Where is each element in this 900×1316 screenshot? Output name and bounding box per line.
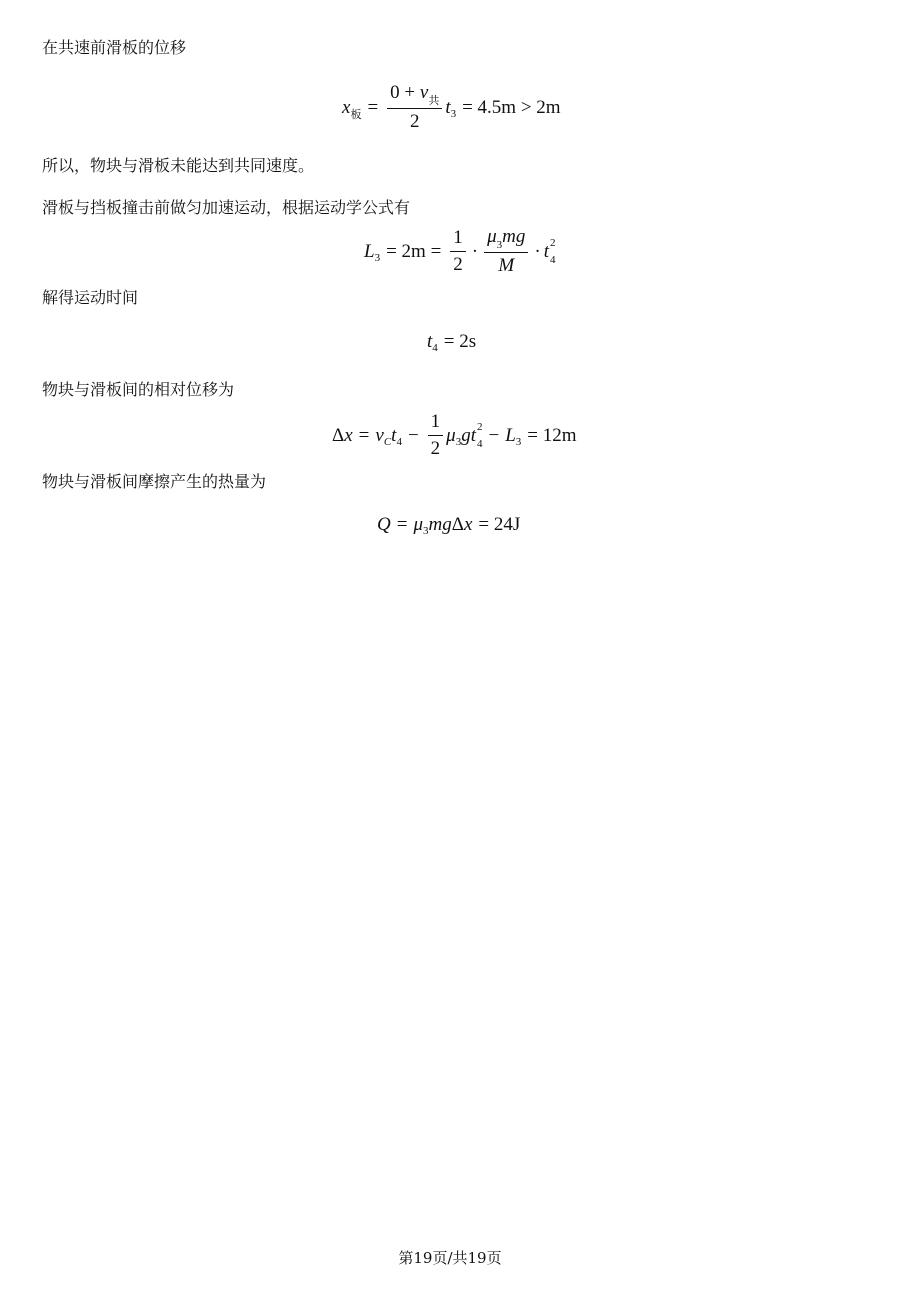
eq4-rhs: = 12m [527, 424, 577, 446]
paragraph-not-common-speed: 所以，物块与滑板未能达到共同速度。 [42, 156, 315, 175]
eq4-minus1: − [407, 424, 419, 446]
eq1-t-var: t [445, 96, 451, 118]
eq1-t-sub: 3 [450, 107, 457, 120]
eq5-mg: mg [428, 514, 452, 535]
eq1-fraction [387, 82, 442, 133]
eq4-delta: Δ [332, 424, 345, 446]
equation-relative-displacement [332, 411, 577, 460]
eq2-mid: = 2m = [386, 240, 442, 262]
eq4-t2-sup: 2 [476, 420, 483, 433]
eq4-mu-sub: 3 [455, 435, 462, 448]
eq4-v: v [375, 424, 384, 446]
eq4-x: x [344, 424, 353, 446]
eq4-mu: μ [446, 424, 456, 446]
eq1-den: 2 [409, 111, 420, 132]
eq4-L-sub: 3 [515, 435, 522, 448]
eq5-x: x [463, 514, 473, 535]
eq2-f1-den: 2 [453, 254, 463, 275]
eq4-f-den: 2 [430, 438, 441, 459]
eq2-t-sup: 2 [550, 236, 556, 249]
eq2-t-sub: 4 [550, 253, 556, 266]
equation-kinematics: L 3 = 2m = $\frac{1}{2}$ · $\frac{\mu_3mg}{M}$ · t 2 4 [364, 226, 556, 276]
eq2-f2-mu-sub: 3 [496, 239, 503, 251]
eq1-lhs-var: x [342, 96, 351, 118]
eq2-f2-rest: mg [502, 226, 526, 247]
eq4-g: g [461, 424, 471, 446]
eq2-f1-num: 1 [450, 227, 466, 252]
paragraph-solve-time: 解得运动时间 [42, 288, 139, 307]
eq5-rhs: = 24J [478, 514, 521, 535]
eq1-rhs: = 4.5m > 2m [462, 96, 561, 118]
eq1-num-a: 0 + [390, 82, 420, 103]
equation-board-displacement: x 板 = $\frac{0 + v_共}{2}$ t 3 = 4.5m > 2m [342, 82, 561, 132]
eq4-eq: = [358, 424, 370, 446]
eq3-var: t [427, 331, 433, 352]
eq1-num-sub: 共 [428, 95, 440, 107]
eq3-sub: 4 [432, 342, 438, 354]
eq4-minus2: − [488, 424, 500, 446]
eq4-t2: t [470, 424, 476, 446]
equation-time-result [427, 331, 476, 353]
eq4-f-num: 1 [428, 411, 444, 436]
eq2-f2-den: M [498, 255, 515, 276]
equation-heat [377, 514, 520, 536]
eq5-mu-sub: 3 [423, 525, 429, 537]
eq5-eq: = [396, 514, 408, 535]
eq2-fraction-half [450, 227, 466, 276]
eq2-lhs-sub: 3 [374, 251, 381, 264]
eq1-lhs-sub: 板 [350, 108, 362, 121]
paragraph-relative-displacement: 物块与滑板间的相对位移为 [42, 380, 235, 399]
eq4-t: t [391, 424, 397, 446]
eq3-rhs: = 2s [443, 331, 477, 352]
eq2-lhs-var: L [364, 240, 375, 262]
eq4-L: L [505, 424, 516, 446]
eq4-v-sub: C [383, 435, 392, 448]
eq4-t-sub: 4 [396, 435, 402, 448]
eq5-mu: μ [413, 514, 423, 535]
eq1-num-var: v [419, 82, 429, 103]
eq4-fraction-half [428, 411, 444, 460]
eq5-Q: Q [377, 514, 391, 535]
eq2-f2-mu: μ [487, 226, 497, 247]
eq5-delta: Δ [451, 514, 464, 535]
paragraph-friction-heat: 物块与滑板间摩擦产生的热量为 [42, 472, 267, 491]
eq4-t2-sub: 4 [476, 437, 483, 450]
eq2-t-var: t [543, 240, 550, 262]
paragraph-displacement-before-common-speed: 在共速前滑板的位移 [42, 38, 187, 57]
eq2-fraction-acceleration [484, 226, 528, 277]
page-footer: 第19页/共19页 [398, 1249, 502, 1267]
paragraph-board-accelerates: 滑板与挡板撞击前做匀加速运动，根据运动学公式有 [42, 198, 411, 217]
